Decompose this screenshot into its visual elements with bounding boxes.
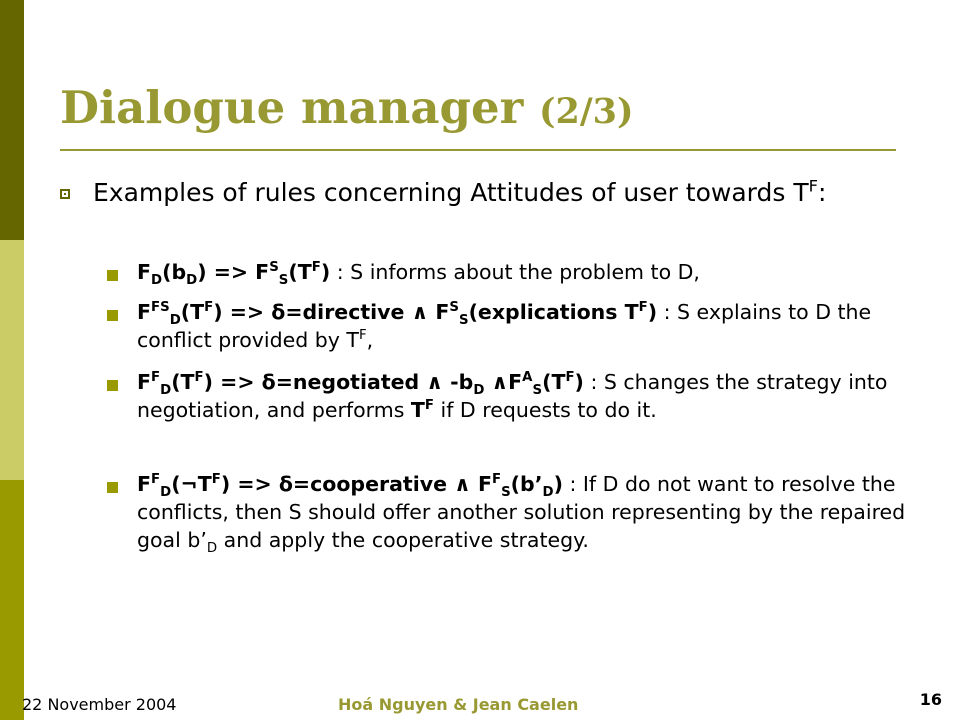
description-sup: F — [358, 328, 367, 344]
formula-part: ) — [320, 260, 331, 284]
sidebar-decoration — [0, 0, 24, 720]
rule-description: : S changes the strategy into negotiation, and performs — [137, 370, 888, 422]
formula-sub: D — [542, 485, 554, 501]
description-bold — [411, 398, 434, 422]
sidebar-block-light — [0, 240, 24, 480]
formula-part: ) => δ=directive ∧ F — [213, 300, 450, 324]
formula-sup: S — [449, 300, 459, 316]
slide-title-text: Dialogue manager — [60, 81, 539, 134]
formula-sup: F — [311, 260, 321, 276]
main-bullet-text-end: : — [817, 178, 827, 207]
rule-item-1 — [107, 258, 917, 289]
description-sub: D — [206, 541, 218, 557]
slide-title-part: (2/3) — [538, 91, 634, 132]
formula-part: ) — [647, 300, 658, 324]
rule-text — [137, 368, 917, 424]
footer-authors: Hoá Nguyen & Jean Caelen — [338, 695, 579, 714]
formula-sub: D — [151, 273, 163, 289]
formula-sup: F — [211, 472, 221, 488]
sidebar-block-dark — [0, 0, 24, 240]
rule-formula — [137, 370, 584, 399]
rule-description-end: , — [366, 328, 374, 352]
formula-sub: D — [160, 485, 172, 501]
rule-item-2 — [107, 298, 917, 354]
bullet-icon — [107, 270, 118, 281]
formula-sup: F — [565, 370, 575, 386]
rule-text — [137, 470, 917, 557]
formula-part: ∧F — [484, 370, 523, 394]
formula-sub: D — [473, 383, 485, 399]
formula-sup: F — [151, 472, 161, 488]
formula-part: (b — [162, 260, 187, 284]
formula-part: F — [137, 260, 152, 284]
formula-part: (b’ — [510, 472, 543, 496]
formula-sub: D — [169, 313, 181, 329]
rule-description: : If D do not want to resolve the conflicts, then S should offer another solution representing by the repaired goal b’ — [137, 472, 906, 552]
bullet-icon — [107, 380, 118, 391]
formula-sup: A — [522, 370, 533, 386]
formula-part: (T — [542, 370, 566, 394]
formula-sup: F — [638, 300, 648, 316]
main-bullet — [60, 175, 920, 210]
description-sup: F — [424, 398, 434, 414]
bullet-icon — [107, 310, 118, 321]
formula-sup: F — [151, 370, 161, 386]
rule-description: : S explains to D the conflict provided by T — [137, 300, 872, 352]
formula-part: ) => δ=negotiated ∧ -b — [203, 370, 474, 394]
rule-formula — [137, 260, 331, 289]
bullet-icon — [107, 482, 118, 493]
formula-sub: S — [458, 313, 469, 329]
formula-part: (T — [180, 300, 205, 324]
rule-item-3 — [107, 368, 917, 424]
rule-description-end: if D requests to do it. — [433, 398, 657, 422]
slide-title — [60, 78, 634, 142]
formula-part: (¬T — [171, 472, 212, 496]
description-bold-text: T — [410, 398, 425, 422]
page-number: 16 — [919, 690, 942, 709]
formula-sub: D — [186, 273, 198, 289]
formula-part: ) — [553, 472, 563, 496]
square-bullet-icon — [60, 189, 70, 199]
rule-item-4 — [107, 470, 917, 557]
sidebar-block-mid — [0, 480, 24, 720]
formula-part: F — [137, 472, 152, 496]
rule-formula — [137, 472, 563, 501]
formula-part: (T — [171, 370, 195, 394]
rule-text — [137, 258, 917, 289]
footer-date: 22 November 2004 — [22, 695, 177, 714]
main-bullet-text — [93, 175, 920, 210]
formula-part: F — [137, 300, 152, 324]
title-divider — [60, 149, 896, 151]
formula-sup: F — [194, 370, 204, 386]
formula-part: (T — [288, 260, 312, 284]
formula-sup: S — [269, 260, 279, 276]
formula-sub: S — [532, 383, 543, 399]
formula-part: (explications T — [468, 300, 639, 324]
main-bullet-text-part: Examples of rules concerning Attitudes of user towards T — [93, 178, 809, 207]
formula-sup: F — [204, 300, 214, 316]
formula-sub: S — [278, 273, 289, 289]
rule-text — [137, 298, 917, 354]
formula-sup: F — [491, 472, 502, 488]
formula-sup: FS — [151, 300, 170, 316]
main-bullet-sup: F — [808, 176, 818, 196]
formula-part: F — [137, 370, 152, 394]
rule-description-end: and apply the cooperative strategy. — [217, 528, 589, 552]
formula-sub: S — [501, 485, 511, 501]
formula-sub: D — [160, 383, 172, 399]
rule-formula — [137, 300, 658, 329]
formula-part: ) => F — [197, 260, 270, 284]
formula-part: ) => δ=cooperative ∧ F — [220, 472, 492, 496]
formula-part: ) — [574, 370, 584, 394]
rule-description: : S informs about the problem to D, — [330, 260, 700, 284]
